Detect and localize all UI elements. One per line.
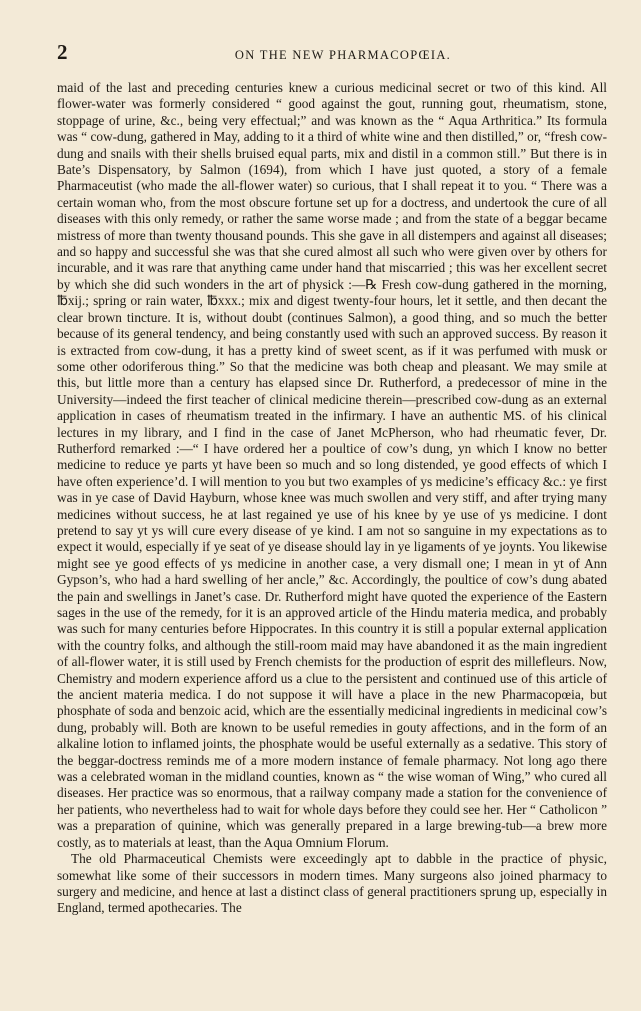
paragraph: The old Pharmaceutical Chemists were exceedingly apt to dabble in the practice of physic, somewhat like some of their successors in modern times. Many surgeons also joined pharmacy to surgery and medicine, and hence at last a distinct class of general practitioners sprung up, especially in England, termed apothecaries. The (57, 851, 607, 916)
page-number: 2 (57, 40, 68, 64)
running-title: ON THE NEW PHARMACOPŒIA. (234, 48, 452, 62)
running-head (57, 40, 607, 70)
body-text (57, 80, 607, 917)
paragraph: maid of the last and preceding centuries knew a curious medicinal secret or two of this kind. All flower-water was formerly considered “ good against the gout, running gout, rheumatism, stone, stoppage of urine, &c., being very effectual;” and was known as the “ Aqua Arthritica.” Its formula was “ cow-dung, gathered in May, adding to it a third of white wine and then distilled,” or, “fresh cow-dung and snails with their shells bruised equal parts, mix and distil in a common still.” But there is in Bate’s Dispensatory, by Salmon (1694), from which I have just quoted, a story of a female Pharmaceutist (who made the all-flower water) so curious, that I shall repeat it to you. “ There was a certain woman who, from the most obscure fortune set up for a doctress, and undertook the cure of all diseases with this only remedy, or rather the same worse made ; and from the state of a beggar became mistress of more than twenty thousand pounds. This she gave in all distempers and against all diseases; and so happy and successful she was that she cured almost all such who were given over by others for incurable, and it was rare that anything came under hand that miscarried ; this was her excellent secret by which she did such wonders in the art of physick :—℞ Fresh cow-dung gathered in the morning, ℔xij.; spring or rain water, ℔xxx.; mix and digest twenty-four hours, let it settle, and then decant the clear brown tincture. It is, without doubt (continues Salmon), a good thing, and so much the better because of its general tendency, and being constantly used with such an approved success. By reason it is extracted from cow-dung, it has a pretty kind of sweet scent, as if it was perfumed with musk or some other odoriferous thing.” So that the medicine was both cheap and pleasant. We may smile at this, but little more than a century has elapsed since Dr. Rutherford, a predecessor of mine in the University—indeed the first teacher of clinical medicine therein—prescribed cow-dung as an external application in cases of rheumatism treated in the infirmary. I have an authentic MS. of his clinical lectures in my library, and I find in the case of Janet McPherson, who had rheumatic fever, Dr. Rutherford remarked :—“ I have ordered her a poultice of cow’s dung, yn which I know no better medicine to reduce ye parts yt have been so much and so long distended, ye good effects of which I have often experience’d. I will mention to you but two examples of ys medicine’s efficacy &c.: ye first was in ye case of David Hayburn, whose knee was much swollen and very stiff, and after trying many medicines without success, he at last regained ye use of his knee by ye use of ys medicine. I dont pretend to say yt ys will cure every disease of ye kind. I am not so sanguine in my expectations as to expect it would, especially if ye seat of ye disease should lay in ye ligaments of ye joynts. You likewise might see ye good effects of ys medicine in another case, a very dismall one; I mean in yt of Ann Gypson’s, who had a hard swelling of her ancle,” &c. Accordingly, the poultice of cow’s dung abated the pain and swellings in Janet’s case. Dr. Rutherford might have quoted the experience of the Eastern sages in the use of the remedy, for it is an approved article of the Hindu materia medica, and probably was such for many centuries before Hippocrates. In this country it is still a popular external application with the country folks, and although the still-room maid may have abandoned it as the main ingredient of all-flower water, it is still used by French chemists for the production of esprit des millefleurs. Now, Chemistry and modern experience afford us a clue to the persistent and continued use of this article of the ancient materia medica. I do not suppose it will have a place in the new Pharmacopœia, but phosphate of soda and benzoic acid, which are the essentially medicinal ingredients in medicinal cow’s dung, probably will. Both are known to be useful remedies in gouty affections, and in the form of an alkaline lotion to inflamed joints, the phosphate would be useful externally as a sedative. This story of the beggar-doctress reminds me of a more modern instance of female pharmacy. Not long ago there was a celebrated woman in the midland counties, known as “ the wise woman of Wing,” who cured all diseases. Her practice was so enormous, that a railway company made a station for the convenience of her patients, who nevertheless had to wait for whole days before they could see her. Her “ Catholicon ” was a preparation of quinine, which was generally prepared in a large brewing-tub—a brew more costly, as to materials at least, than the Aqua Omnium Florum. (57, 80, 607, 850)
